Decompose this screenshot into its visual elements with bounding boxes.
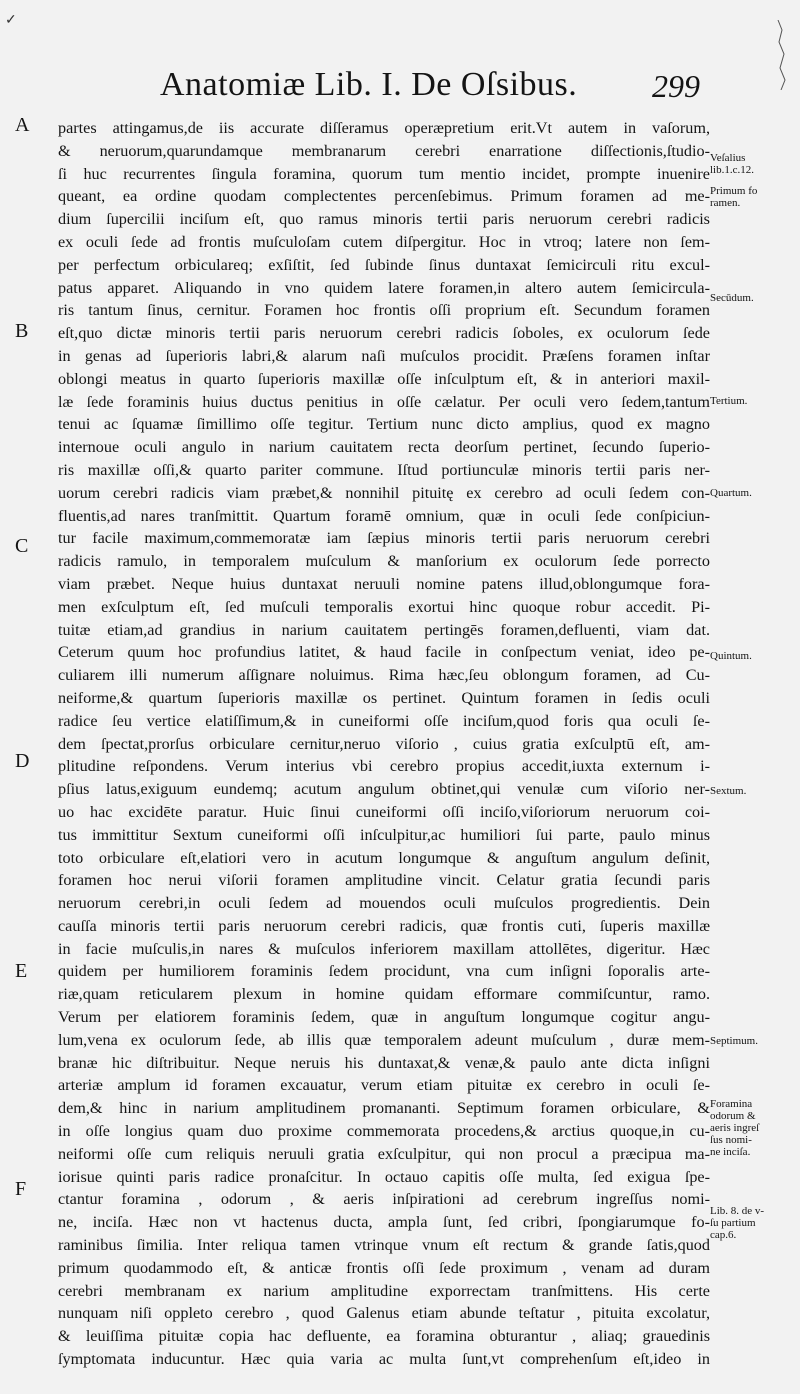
- text-line: [58, 1371, 710, 1394]
- text-line: radicis ramulo, in temporalem muſculum & manſorium ex oculorum ſede porrecto: [58, 552, 710, 571]
- text-line: pſius latus,exiguum eundemq; acutum angulum obtinet,qui venulæ cum viſorio ner-: [58, 780, 710, 799]
- section-letter-f: F: [15, 1178, 27, 1200]
- text-line: & neruorum,quarundamque membranarum cerebri enarratione diſſectionis,ſtudio-: [58, 141, 710, 160]
- text-line: culiarem illi numerum aſſignare noluimus. Rima hæc,ſeu oblongum foramen, ad Cu-: [58, 666, 710, 685]
- text-line: cauſſa minoris tertii paris neruorum cerebri radicis, quæ frontis cuti, ſuperis maxillæ: [58, 916, 710, 935]
- text-line: tenui ac ſquamæ ſimillimo oſſe tegitur. Tertium nunc dicto amplius, quod ex magno: [58, 415, 710, 434]
- text-line: queant, ea ordine quodam complectentes percenſebimus. Primum foramen ad me-: [58, 187, 710, 206]
- sidenote-secundum: Secūdum.: [710, 292, 754, 304]
- sidenote-sextum: Sextum.: [710, 785, 747, 797]
- text-line: iorisue quinti paris radice pronaſcitur. In octauo capitis oſſe multa, ſed exigua ſpe-: [58, 1167, 710, 1186]
- text-line: ctantur foramina , odorum , & aeris inſpirationi ad cerebrum ingreſſus nomi-: [58, 1190, 710, 1209]
- sidenote-vesalius: Veſalius lib.1.c.12.: [710, 152, 754, 176]
- section-letter-d: D: [15, 750, 30, 772]
- text-line: viam præbet. Neque huius duntaxat neruuli nomine patens illud,oblongumque fora-: [58, 574, 710, 593]
- corner-mark-icon: ✓: [5, 13, 17, 28]
- text-line: fluentis,ad nares tranſmittit. Quartum foramē omnium, quæ in oculi ſede conſpiciun-: [58, 506, 710, 525]
- text-line: eſt,quo dictæ minoris tertii paris neruorum cerebri radicis ſoboles, ex oculorum ſede: [58, 324, 710, 343]
- section-letter-a: A: [15, 114, 30, 136]
- sidenote-primum: Primum fo ramen.: [710, 185, 758, 209]
- body-text: [58, 117, 710, 1394]
- text-line: ſymptomata inducuntur. Hæc quia varia ac multa ſunt,vt comprehenſum eſt,ideo in: [58, 1350, 710, 1369]
- text-line: neiformi oſſe cum reliquis neruuli gratia exſculpitur, qui non procul a præcipua ma-: [58, 1144, 710, 1163]
- text-line: in genas ad ſuperioris labri,& alarum naſi muſculos procidit. Præſens foramen inſtar: [58, 346, 710, 365]
- text-line: per perfectum orbiculareq; exſiſtit, ſed ſubinde ſinus duntaxat ſemicirculi ritu excul-: [58, 255, 710, 274]
- section-letter-b: B: [15, 320, 29, 342]
- text-line: radice ſeu vertice elatiſſimum,& in cuneiformi oſſe inciſum,quod foris qua oculi ſe-: [58, 711, 710, 730]
- page-number: 299: [652, 68, 700, 104]
- section-letter-e: E: [15, 960, 28, 982]
- text-line: Ceterum quum hoc profundius latitet, & haud facile in conſpectum veniat, ideo pe-: [58, 643, 710, 662]
- text-line: dem ſpectat,prorſus orbiculare cernitur,neruo viſorio , cuius gratia exſculptū eſt, am-: [58, 734, 710, 753]
- text-line: læ ſede foraminis huius ductus penitius in oſſe cælatur. Per oculi vero ſedem,tantum: [58, 392, 710, 411]
- text-line: primum quodammodo eſt, & anticæ frontis oſſi ſede proximum , venam ad duram: [58, 1258, 710, 1277]
- text-line: lum,vena ex oculorum ſede, ab illis quæ temporalem adeunt muſculum , duræ mem-: [58, 1030, 710, 1049]
- text-line: & leuiſſima pituitæ copia hac defluente, ea foramina obturantur , aliaq; grauedinis: [58, 1327, 710, 1346]
- text-line: nunquam niſi oppleto cerebro , quod Galenus etiam abunde teſtatur , pituita excolatur,: [58, 1304, 710, 1323]
- sidenote-lib8: Lib. 8. de v- ſu partium cap.6.: [710, 1205, 765, 1241]
- text-line: riæ,quam reticularem plexum in homine quidam efformare commiſcuntur, ramo.: [58, 985, 710, 1004]
- text-line: foramen hoc nerui viſorii foramen amplitudine vincit. Celatur gratia ſecundi paris: [58, 871, 710, 890]
- text-line: plitudine reſpondens. Verum interius vbi cerebro propius accedit,iuxta externum i-: [58, 757, 710, 776]
- section-letter-c: C: [15, 535, 29, 557]
- sidenote-foramina: Foramina odorum & aeris ingreſ ſus nomi- ne inciſa.: [710, 1098, 760, 1158]
- text-line: ſi huc recurrentes ſingula foramina, quorum tum mentio incidet, prompte inuenire: [58, 164, 710, 183]
- text-line: raminibus ſimilia. Inter reliqua tamen vtrinque vnum eſt rectum & grande ſatis,quod: [58, 1236, 710, 1255]
- text-line: neiforme,& quartum ſuperioris maxillæ os pertinet. Quintum foramen in ſedis oculi: [58, 688, 710, 707]
- text-line: oblongi meatus in quarto ſuperioris maxillæ oſſe inſculptum eſt, & in anteriori maxil-: [58, 369, 710, 388]
- torn-page-edge: [776, 20, 794, 90]
- text-line: dem,& hinc in narium amplitudinem promananti. Septimum foramen orbiculare, &: [58, 1099, 710, 1118]
- text-line: tur facile maximum,commemoratæ iam ſæpius minoris tertii paris neruorum cerebri: [58, 529, 710, 548]
- sidenote-quartum: Quartum.: [710, 487, 752, 499]
- text-line: ris tantum ſinus, cernitur. Foramen hoc frontis oſſi proprium eſt. Secundum foramen: [58, 301, 710, 320]
- sidenote-tertium: Tertium.: [710, 395, 748, 407]
- text-line: tuitæ etiam,ad grandius in narium cauitatem pertingēs foramen,defluenti, viam dat.: [58, 620, 710, 639]
- text-line: ris maxillæ oſſi,& quarto pariter commune. Iſtud portiunculæ minoris tertii paris ner-: [58, 460, 710, 479]
- text-line: neruorum cerebri,in oculi ſedem ad mouendos oculi muſculos progredientis. Dein: [58, 894, 710, 913]
- page-header: [160, 66, 700, 112]
- text-line: Verum per elatiorem foraminis ſedem, quæ in anguſtum longumque cogitur angu-: [58, 1008, 710, 1027]
- sidenote-quintum: Quintum.: [710, 650, 752, 662]
- text-line: ne, inciſa. Hæc non vt hactenus ducta, ampla ſunt, ſed cribri, ſpongiarumque fo-: [58, 1213, 710, 1232]
- text-line: tus immittitur Sextum cuneiformi oſſi inſculpitur,ac humiliori ſui parte, paulo minus: [58, 825, 710, 844]
- text-line: cerebri membranam ex narium amplitudine exporrectam tranſmittens. His certe: [58, 1281, 710, 1300]
- text-line: in facie muſculis,in nares & muſculos inferiorem maxillam attollētes, digeritur. Hæc: [58, 939, 710, 958]
- text-line: uorum cerebri radicis viam præbet,& nonnihil pituitę ex cerebro ad oculi ſedem con-: [58, 483, 710, 502]
- text-line: ex oculi ſede ad frontis muſculoſam cutem diſpergitur. Hoc in vtroq; latere non ſem-: [58, 232, 710, 251]
- text-line: partes attingamus,de iis accurate diſſeramus operæpretium erit.Vt autem in vaſorum,: [58, 119, 710, 137]
- text-line: quidem per humiliorem foraminis ſedem procidunt, vna cum inſigni ſoporalis arte-: [58, 962, 710, 981]
- text-line: internoue oculi angulo in narium cauitatem recta deorſum pertinet, ſecundo ſuperio-: [58, 438, 710, 457]
- text-line: arteriæ amplum id foramen excauatur, verum etiam pituitæ ex cerebro in oculi ſe-: [58, 1076, 710, 1095]
- text-line: patus apparet. Aliquando in vno quidem latere foramen,in altero autem ſemicircula-: [58, 278, 710, 297]
- running-title: Anatomiæ Lib. I. De Oſsibus.: [160, 66, 578, 103]
- text-line: men exſculptum eſt, ſed muſculi temporalis exortui hinc quoque robur accedit. Pi-: [58, 597, 710, 616]
- text-line: toto orbiculare eſt,elatiori vero in acutum longumque & anguſtum angulum deſinit,: [58, 848, 710, 867]
- sidenote-septimum: Septimum.: [710, 1035, 758, 1047]
- text-line: branæ hic diſtribuitur. Neque neruis his duntaxat,& venæ,& paulo ante dicta inſigni: [58, 1053, 710, 1072]
- text-line: dium ſupercilii inciſum eſt, quo ramus minoris tertii paris neruorum cerebri radicis: [58, 210, 710, 229]
- text-line: in oſſe longius quam duo proxime commemorata procedens,& arctius quoque,in cu-: [58, 1122, 710, 1141]
- text-line: uo hac excidēte paratur. Huic ſinui cuneiformi oſſi inciſo,viſoriorum neruorum coi-: [58, 802, 710, 821]
